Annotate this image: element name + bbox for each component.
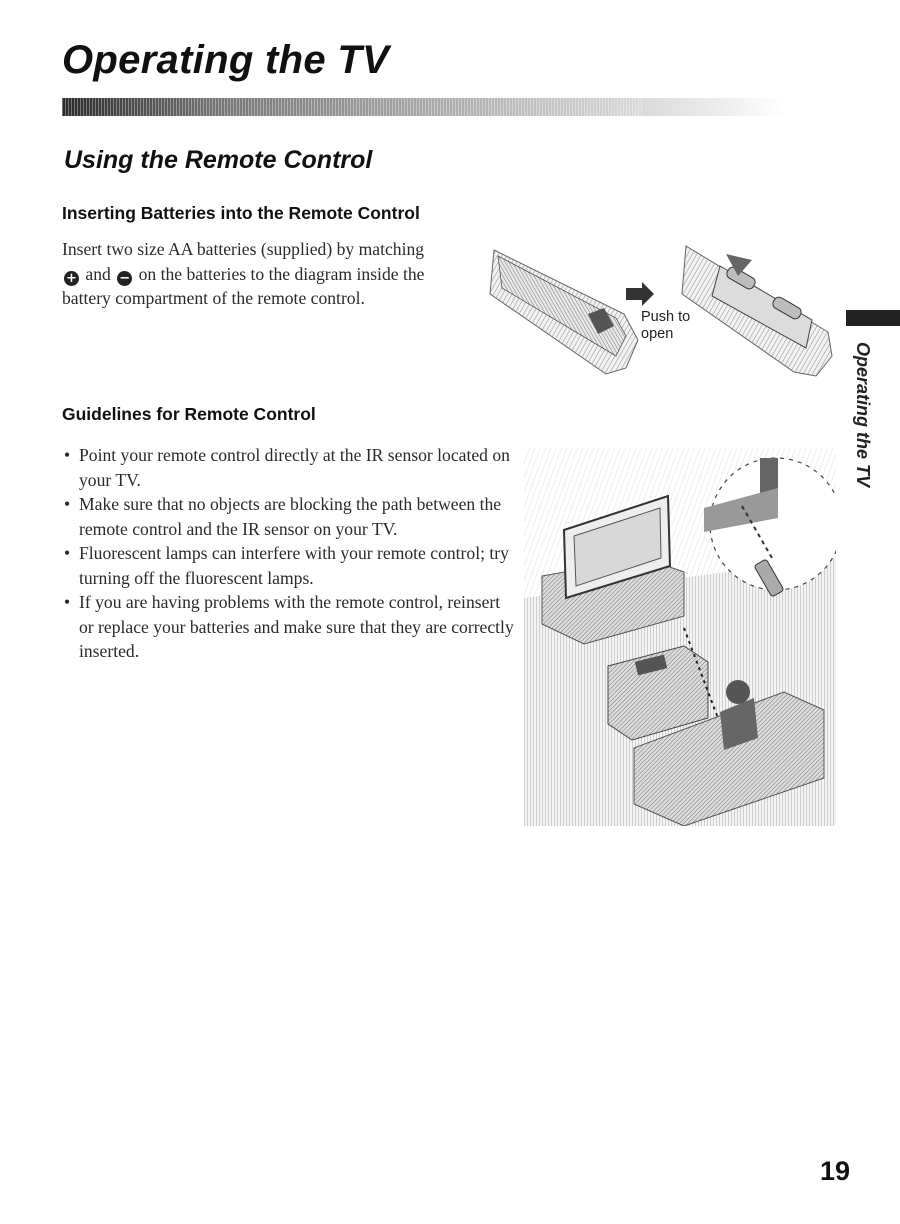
section-title: Using the Remote Control xyxy=(64,146,373,174)
page-number: 19 xyxy=(819,1156,850,1186)
minus-icon: − xyxy=(117,271,132,286)
batteries-text-part1: Insert two size AA batteries (supplied) by matching xyxy=(62,239,425,259)
guidelines-heading: Guidelines for Remote Control xyxy=(62,404,316,424)
page-title: Operating the TV xyxy=(62,38,390,82)
guidelines-list xyxy=(64,443,514,664)
list-item: • Point your remote control directly at the IR sensor located on your TV. xyxy=(64,443,514,492)
side-tab-label xyxy=(852,342,882,502)
push-to-open-label-line1: Push to xyxy=(641,309,691,325)
plus-icon: + xyxy=(64,271,79,286)
batteries-text-part2: on the batteries to the diagram inside the battery compartment of the remote control. xyxy=(62,263,425,308)
list-item: • Make sure that no objects are blocking the path between the remote control and the IR sensor on your TV. xyxy=(64,492,514,541)
remote-back-icon xyxy=(490,250,638,374)
push-arrow-icon xyxy=(626,282,654,306)
batteries-instructions xyxy=(62,237,432,311)
title-gradient-bar xyxy=(62,98,787,116)
list-item: • If you are having problems with the remote control, reinsert or replace your batteries and make sure that they are correctly inserted. xyxy=(64,590,514,664)
push-to-open-label-line2: open xyxy=(641,326,674,342)
room-remote-illustration xyxy=(524,448,836,826)
side-tab-marker xyxy=(846,310,900,326)
batteries-text-and: and xyxy=(85,263,111,284)
list-item: • Fluorescent lamps can interfere with your remote control; try turning off the fluorescent lamps. xyxy=(64,541,514,590)
side-tab-text: Operating the TV xyxy=(853,342,873,488)
batteries-heading: Inserting Batteries into the Remote Control xyxy=(62,203,420,223)
remote-open-icon xyxy=(682,246,832,376)
